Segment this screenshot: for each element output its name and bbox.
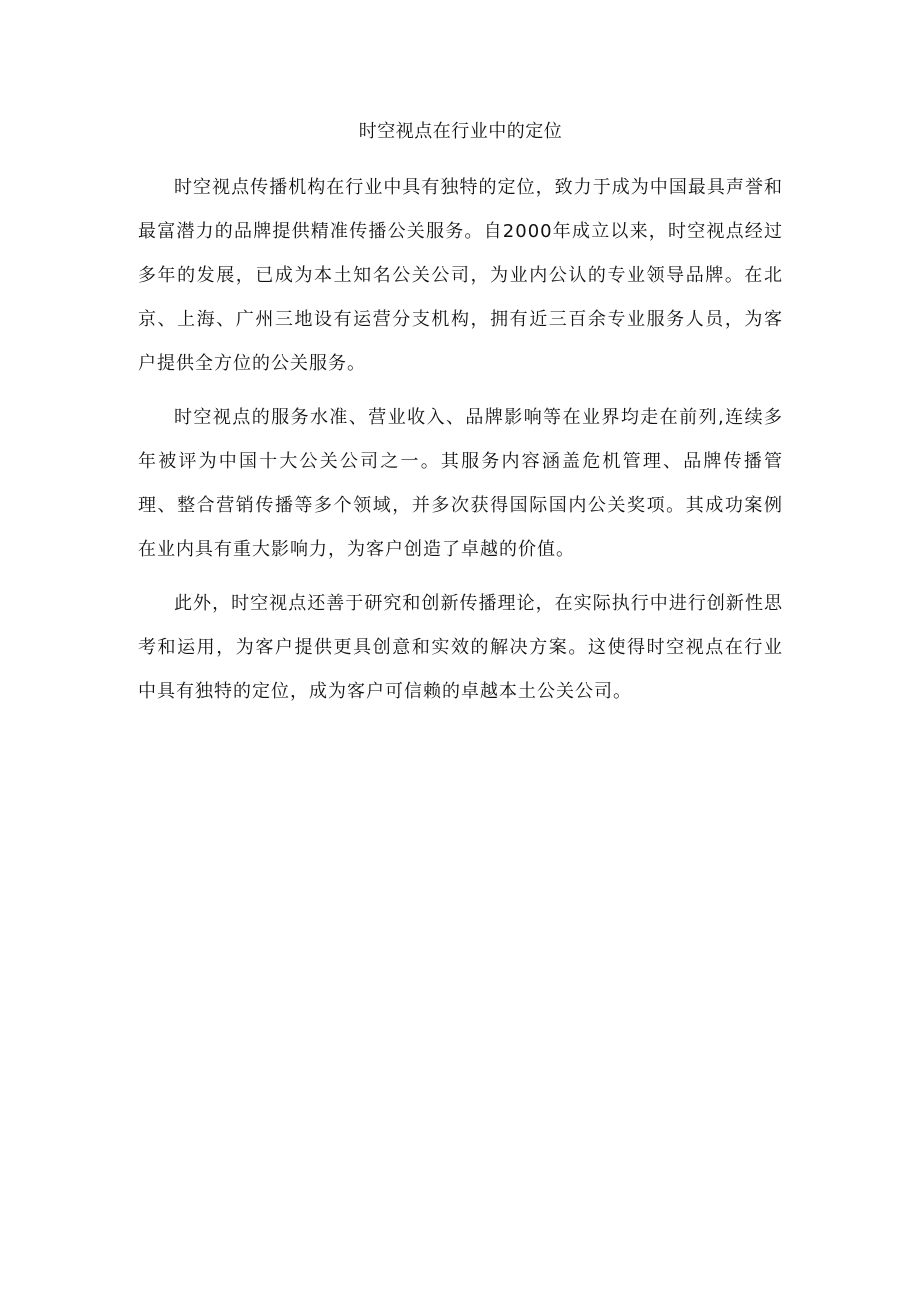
paragraph-achievements: 时空视点的服务水准、营业收入、品牌影响等在业界均走在前列,连续多年被评为中国十大公关公司之一。其服务内容涵盖危机管理、品牌传播管理、整合营销传播等多个领域，并多次获得国际国内公关奖项。其成功案例在业内具有重大影响力，为客户创造了卓越的价值。 (138, 407, 783, 560)
document-body (138, 112, 783, 724)
document-title: 时空视点在行业中的定位 (358, 121, 563, 142)
paragraph-intro: 时空视点传播机构在行业中具有独特的定位，致力于成为中国最具声誉和最富潜力的品牌提供精准传播公关服务。自2000年成立以来，时空视点经过多年的发展，已成为本土知名公关公司，为业内公认的专业领导品牌。在北京、上海、广州三地设有运营分支机构，拥有近三百余专业服务人员，为客户提供全方位的公关服务。 (138, 177, 783, 374)
paragraph-innovation: 此外，时空视点还善于研究和创新传播理论，在实际执行中进行创新性思考和运用，为客户提供更具创意和实效的解决方案。这使得时空视点在行业中具有独特的定位，成为客户可信赖的卓越本土公关公司。 (138, 593, 783, 702)
